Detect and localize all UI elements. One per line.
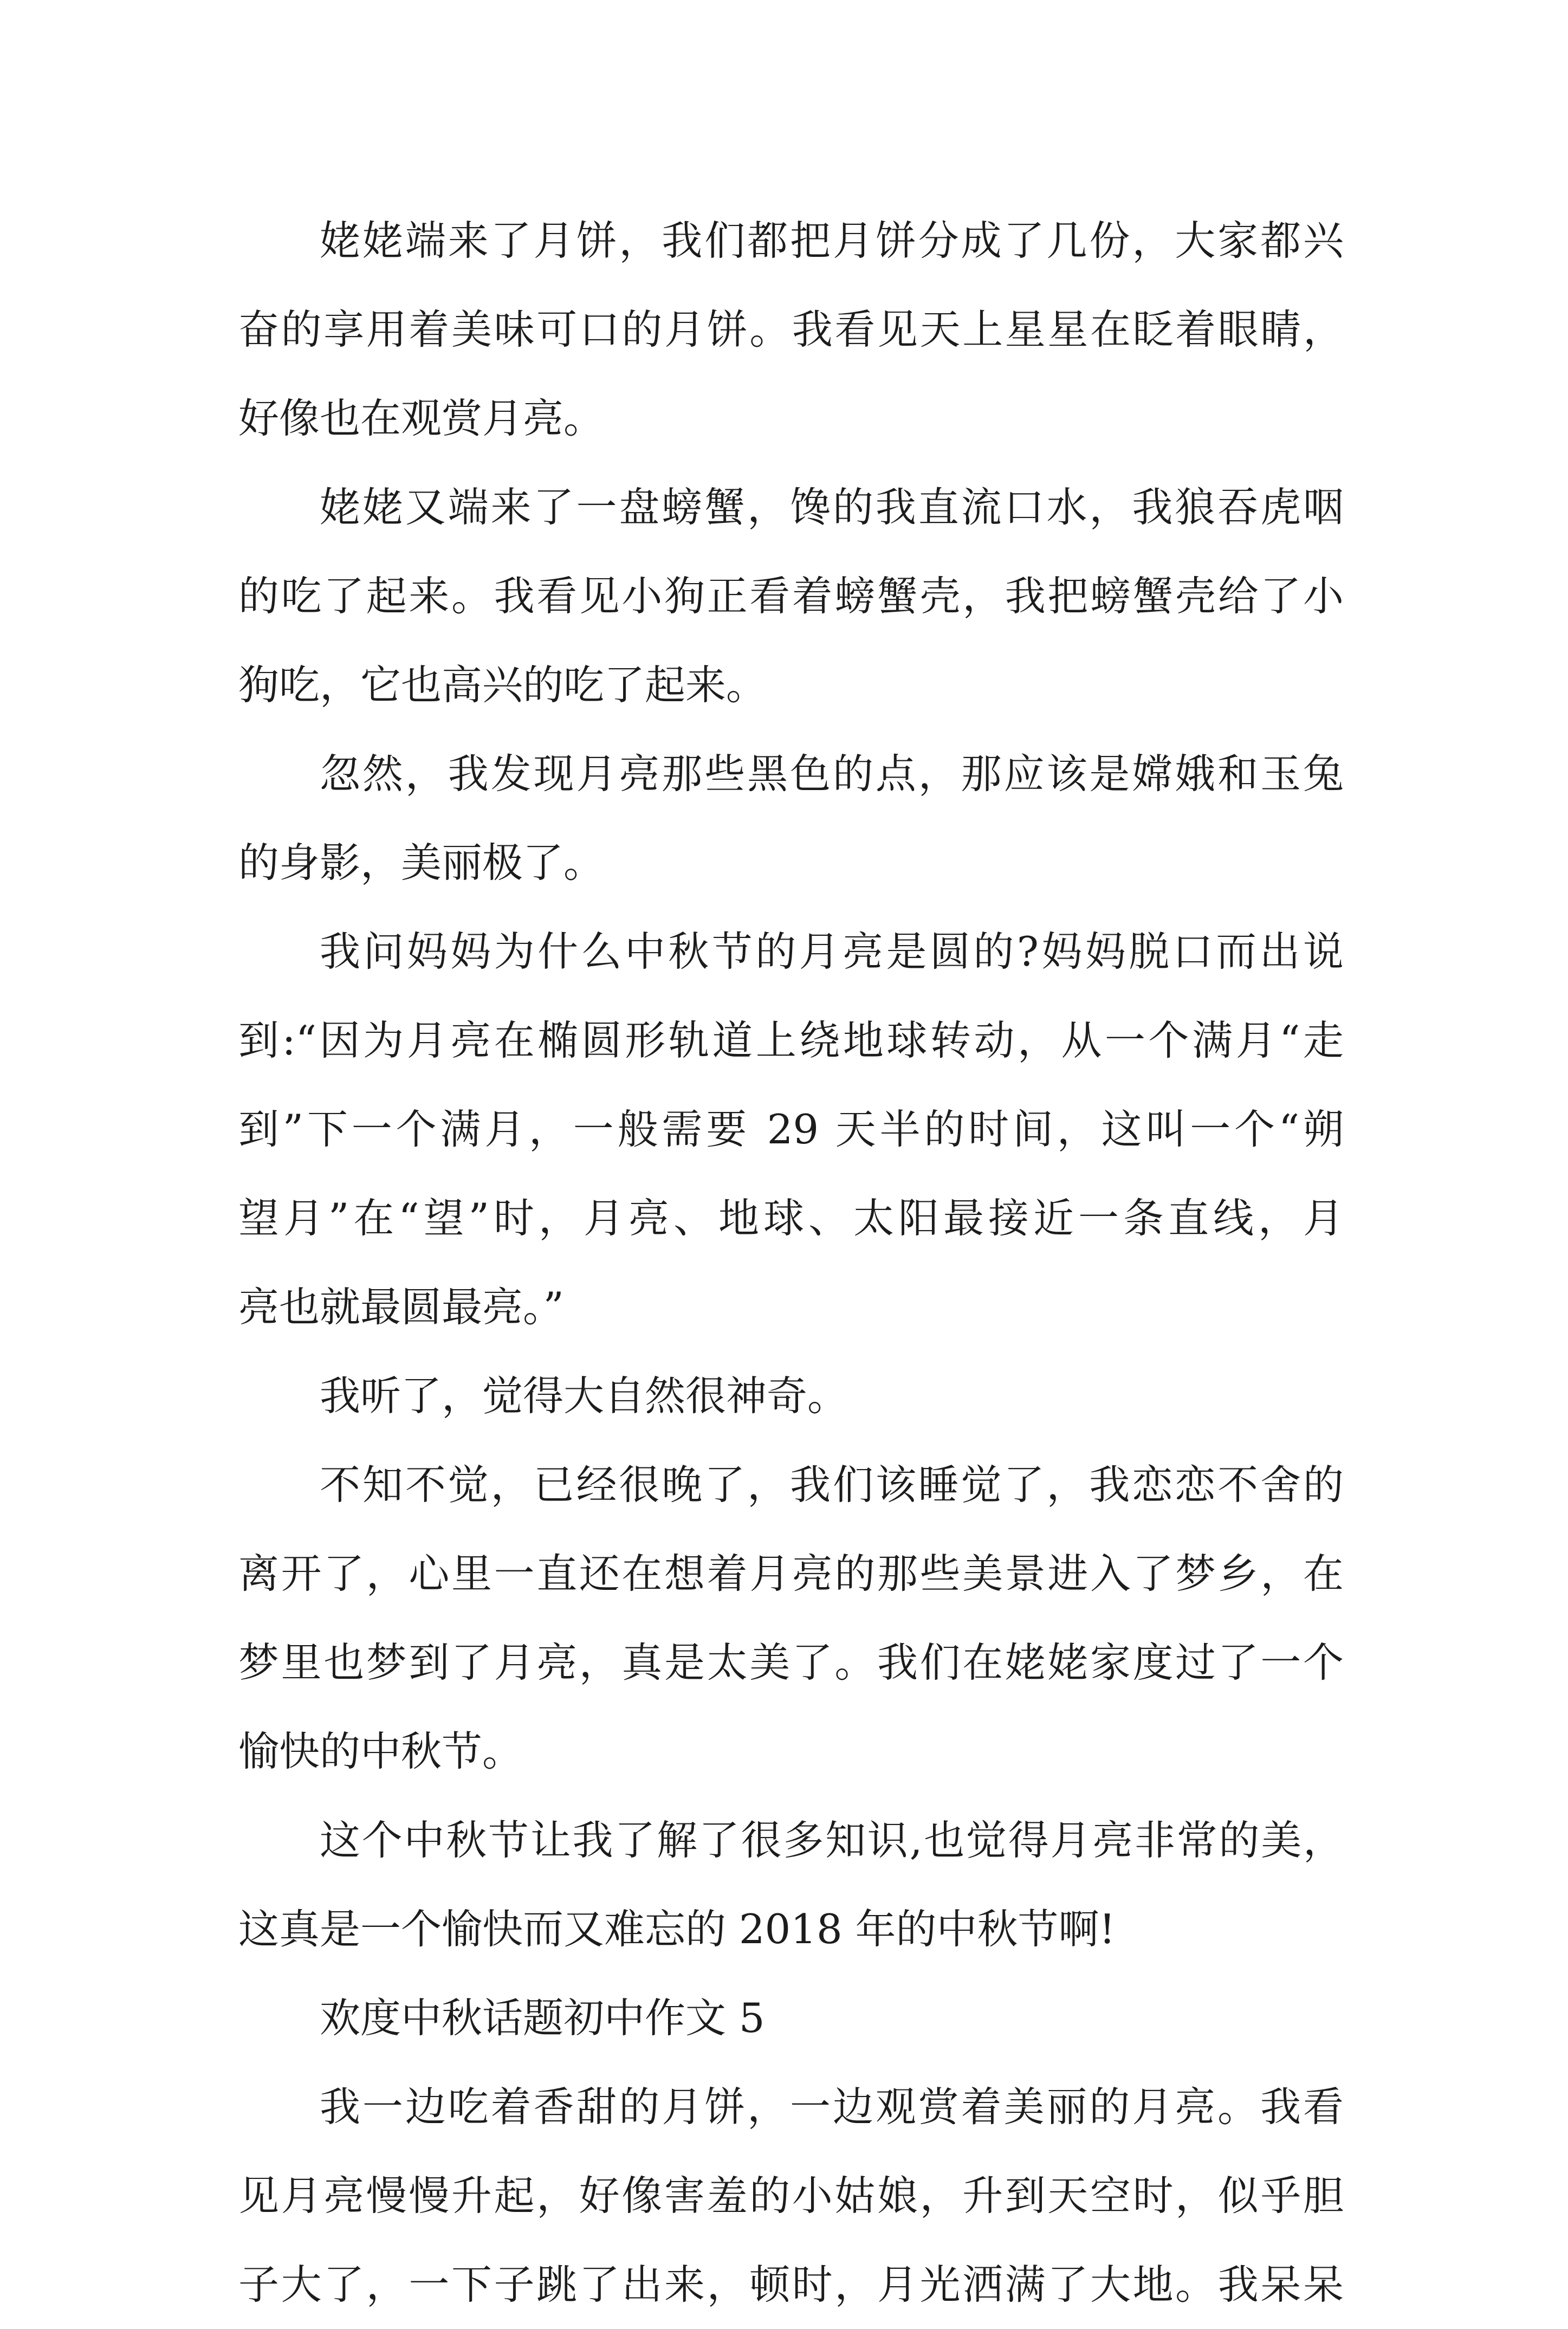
text-line: 子大了，一下子跳了出来，顿时，月光洒满了大地。我呆呆 [238, 2261, 1344, 2308]
text-line: 好像也在观赏月亮。 [238, 394, 605, 442]
section-heading-text: 欢度中秋话题初中作文 5 [320, 1994, 765, 2042]
text-line: 望月”在“望”时，月亮、地球、太阳最接近一条直线，月 [238, 1194, 1344, 1242]
paragraph [238, 196, 1344, 463]
text-line: 这个中秋节让我了解了很多知识,也觉得月亮非常的美， [320, 1816, 1344, 1864]
text-line: 奋的享用着美味可口的月饼。我看见天上星星在眨着眼睛， [238, 306, 1344, 353]
text-line: 姥姥端来了月饼，我们都把月饼分成了几份，大家都兴 [320, 217, 1344, 264]
paragraph [238, 2062, 1344, 2329]
text-line: 这真是一个愉快而又难忘的 2018 年的中秋节啊! [238, 1905, 1116, 1953]
section-heading [238, 1974, 1344, 2062]
document-body [238, 196, 1344, 2329]
text-line: 忽然，我发现月亮那些黑色的点，那应该是嫦娥和玉兔 [320, 750, 1344, 798]
text-line: 我问妈妈为什么中秋节的月亮是圆的?妈妈脱口而出说 [320, 928, 1344, 975]
text-line: 亮也就最圆最亮。” [238, 1283, 564, 1331]
text-line: 到”下一个满月，一般需要 29 天半的时间，这叫一个“朔 [238, 1105, 1344, 1153]
text-line: 姥姥又端来了一盘螃蟹，馋的我直流口水，我狼吞虎咽 [320, 483, 1344, 531]
text-line: 我听了，觉得大自然很神奇。 [320, 1372, 848, 1420]
text-line: 不知不觉，已经很晚了，我们该睡觉了，我恋恋不舍的 [320, 1461, 1344, 1509]
paragraph [238, 1796, 1344, 1974]
paragraph [238, 1351, 1344, 1440]
paragraph [238, 907, 1344, 1351]
text-line: 的吃了起来。我看见小狗正看着螃蟹壳，我把螃蟹壳给了小 [238, 572, 1344, 620]
paragraph [238, 1440, 1344, 1796]
text-line: 的身影，美丽极了。 [238, 839, 605, 887]
text-line: 我一边吃着香甜的月饼，一边观赏着美丽的月亮。我看 [320, 2083, 1344, 2131]
text-line: 梦里也梦到了月亮，真是太美了。我们在姥姥家度过了一个 [238, 1639, 1344, 1686]
text-line: 愉快的中秋节。 [238, 1728, 523, 1775]
text-line: 到:“因为月亮在椭圆形轨道上绕地球转动，从一个满月“走 [238, 1017, 1344, 1064]
paragraph [238, 463, 1344, 729]
paragraph [238, 729, 1344, 907]
text-line: 狗吃，它也高兴的吃了起来。 [238, 661, 767, 709]
text-line: 离开了，心里一直还在想着月亮的那些美景进入了梦乡，在 [238, 1550, 1344, 1597]
text-line: 见月亮慢慢升起，好像害羞的小姑娘，升到天空时，似乎胆 [238, 2172, 1344, 2220]
